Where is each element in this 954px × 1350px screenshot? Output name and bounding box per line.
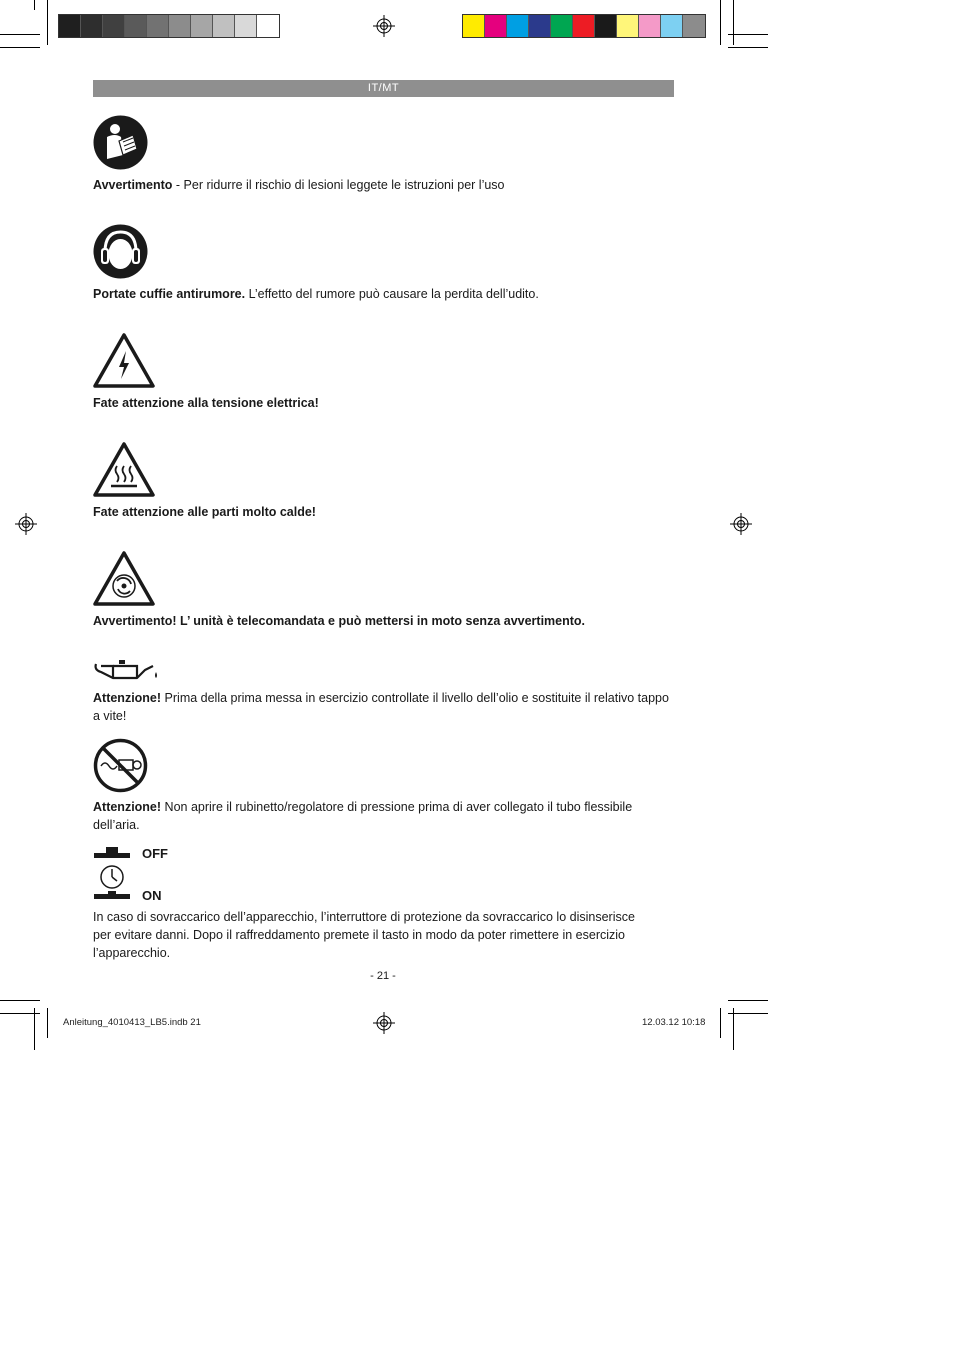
color-swatch xyxy=(617,15,639,37)
gray-swatch xyxy=(147,15,169,37)
crop-mark xyxy=(0,1000,40,1001)
section-text: Attenzione! Non aprire il rubinetto/regolatore di pressione prima di aver collegato il tubo flessibile dell’aria. xyxy=(93,800,633,832)
color-swatch xyxy=(529,15,551,37)
crop-mark xyxy=(728,34,768,35)
read-manual-icon xyxy=(93,115,148,170)
auto-start-icon xyxy=(93,551,155,606)
gray-swatch xyxy=(103,15,125,37)
crop-mark xyxy=(0,47,40,48)
electric-voltage-icon xyxy=(93,333,155,388)
registration-mark-icon xyxy=(373,1012,395,1034)
on-label: ON xyxy=(142,888,162,903)
registration-mark-icon xyxy=(373,15,395,37)
crop-mark xyxy=(733,0,734,45)
crop-mark xyxy=(34,1008,35,1050)
crop-mark xyxy=(733,1008,734,1050)
no-open-valve-icon xyxy=(93,738,148,793)
color-swatch xyxy=(661,15,683,37)
color-swatch xyxy=(463,15,485,37)
color-swatch xyxy=(595,15,617,37)
color-swatch xyxy=(551,15,573,37)
language-header: IT/MT xyxy=(93,80,674,97)
gray-swatch xyxy=(213,15,235,37)
section-text: Avvertimento! L’ unità è telecomandata e può mettersi in moto senza avvertimento. xyxy=(93,614,586,628)
off-label: OFF xyxy=(142,846,168,861)
section-text: Fate attenzione alle parti molto calde! xyxy=(93,505,316,519)
overload-switch-icon xyxy=(93,847,131,905)
footer-date: 12.03.12 10:18 xyxy=(642,1017,706,1028)
gray-swatch xyxy=(169,15,191,37)
crop-mark xyxy=(720,1008,721,1038)
color-swatch xyxy=(485,15,507,37)
hot-surface-icon xyxy=(93,442,155,497)
process-color-bar xyxy=(462,14,706,38)
page-number: - 21 - xyxy=(370,970,396,982)
footer-file: Anleitung_4010413_LB5.indb 21 xyxy=(63,1017,201,1028)
crop-mark xyxy=(34,0,35,10)
crop-mark xyxy=(728,1013,768,1014)
color-swatch xyxy=(507,15,529,37)
section-text: Fate attenzione alla tensione elettrica! xyxy=(93,396,319,410)
color-swatch xyxy=(639,15,661,37)
oil-can-icon xyxy=(93,658,161,684)
gray-swatch xyxy=(81,15,103,37)
crop-mark xyxy=(47,0,48,45)
gray-swatch xyxy=(59,15,81,37)
registration-mark-icon xyxy=(730,513,752,535)
gray-swatch xyxy=(235,15,257,37)
color-swatch xyxy=(683,15,705,37)
registration-mark-icon xyxy=(15,513,37,535)
ear-protection-icon xyxy=(93,224,148,279)
crop-mark xyxy=(0,34,40,35)
section-text: Portate cuffie antirumore. L’effetto del rumore può causare la perdita dell’udito. xyxy=(93,287,539,301)
crop-mark xyxy=(728,47,768,48)
crop-mark xyxy=(728,1000,768,1001)
color-swatch xyxy=(573,15,595,37)
gray-swatch xyxy=(125,15,147,37)
gray-swatch xyxy=(191,15,213,37)
gray-color-bar xyxy=(58,14,280,38)
gray-swatch xyxy=(257,15,279,37)
section-text: Attenzione! Prima della prima messa in esercizio controllate il livello dell’olio e sostituite il relativo tappo a vite! xyxy=(93,691,669,723)
section-text: Avvertimento - Per ridurre il rischio di lesioni leggete le istruzioni per l’uso xyxy=(93,178,505,192)
crop-mark xyxy=(720,0,721,45)
switch-description: In caso di sovraccarico dell’apparecchio, l’interruttore di protezione da sovraccarico lo disinserisce per evitare danni. Dopo il raffreddamento premete il tasto in modo da poter rimettere in esercizio l’apparecchio. xyxy=(93,910,635,960)
crop-mark xyxy=(47,1008,48,1038)
